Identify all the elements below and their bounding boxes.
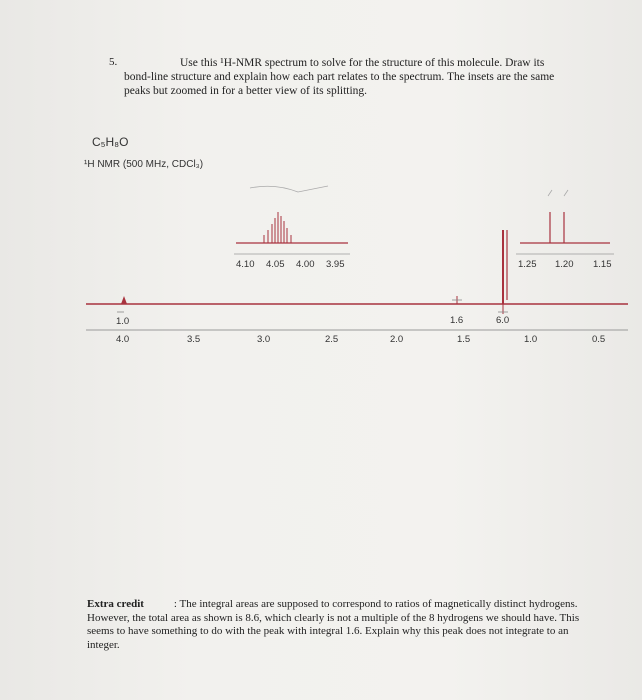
integral-label: 1.6	[450, 315, 464, 326]
tick-label: 2.0	[390, 334, 404, 345]
peak-4-0	[121, 296, 127, 304]
inset1-tick: 4.00	[296, 259, 315, 270]
inset1-integral	[250, 186, 328, 192]
inset2-tick: 1.15	[593, 259, 612, 270]
tick-label: 1.0	[524, 334, 538, 345]
inset2-tick: 1.25	[518, 259, 537, 270]
molecular-formula: C₅H₈O	[92, 135, 129, 149]
question-number: 5.	[109, 56, 118, 68]
tick-label: 2.5	[325, 334, 339, 345]
integral-label: 6.0	[496, 315, 510, 326]
question-text: Use this ¹H-NMR spectrum to solve for the structure of this molecule. Draw its bond-line structure and explain how each part relates to the spectrum. The insets are the same peaks but zoomed in for a better view of its splitting.	[124, 57, 555, 97]
inset1-multiplet	[264, 212, 291, 243]
inset2-doublet	[550, 212, 564, 243]
tick-label: 3.5	[187, 334, 201, 345]
tick-label: 3.0	[257, 334, 271, 345]
inset1-tick: 4.10	[236, 259, 255, 270]
extra-credit-label: Extra credit	[87, 598, 144, 610]
tick-label: 0.5	[592, 334, 606, 345]
spectrum-label: ¹H NMR (500 MHz, CDCl₃)	[84, 159, 204, 170]
extra-credit	[87, 598, 587, 652]
inset2-tick: 1.20	[555, 259, 574, 270]
tick-label: 1.5	[457, 334, 471, 345]
inset1-tick: 4.05	[266, 259, 285, 270]
extra-credit-text: : The integral areas are supposed to correspond to ratios of magnetically distinct hydrogens. However, the total area as shown is 8.6, which clearly is not a multiple of the 8 hydrogens we should have. This seems to have something to do with the peak with integral 1.6. Explain why this peak does not integrate to an integer.	[87, 598, 580, 651]
tick-label: 4.0	[116, 334, 130, 345]
inset2-integral	[548, 190, 568, 196]
inset1-tick: 3.95	[326, 259, 345, 270]
integral-label: 1.0	[116, 316, 130, 327]
